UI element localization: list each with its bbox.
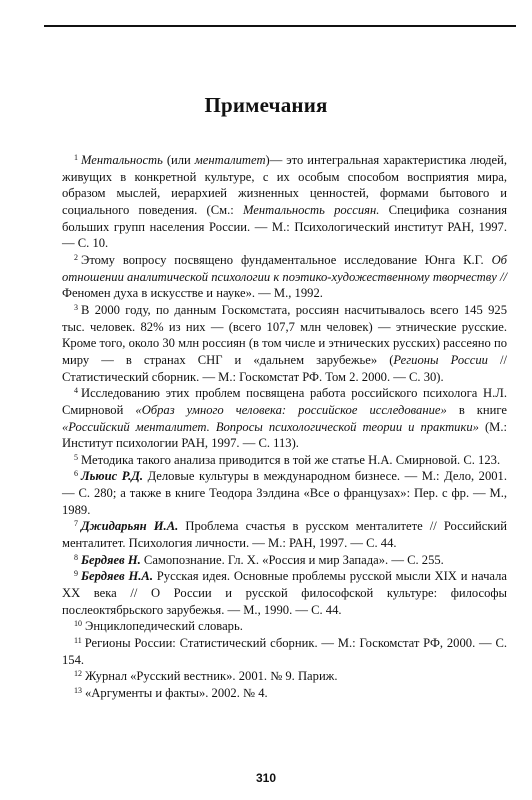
footnote-text: (или xyxy=(162,153,195,167)
footnote-number: 4 xyxy=(74,386,78,396)
footnote-text: Проблема счастья в русском менталитете // Российский менталитет. Психология личности. — М.: РАН, 1997. — С. 44. xyxy=(62,519,507,551)
footnote-emphasis: Ментальность xyxy=(81,153,163,167)
footnote-text: Самопознание. Гл. X. «Россия и мир Запада». — С. 255. xyxy=(140,552,444,567)
footnote-10 xyxy=(62,618,507,635)
footnote-emphasis: Бердяев Н.А. xyxy=(81,569,153,584)
footnote-8 xyxy=(62,552,507,569)
page-title: Примечания xyxy=(204,93,328,117)
footnote-number: 2 xyxy=(74,252,78,262)
footnote-text: Энциклопедический словарь. xyxy=(85,619,243,634)
footnote-text: Деловые культуры в международном бизнесе. — М.: Дело, 2001. — С. 280; а также в книге Теодора Зэлдина «Все о французах»: Пер. с фр. — М., 1989. xyxy=(62,469,507,517)
footnote-text: «Аргументы и факты». 2002. № 4. xyxy=(85,686,268,700)
footnote-emphasis: Бердяев Н. xyxy=(81,552,141,567)
footnote-number: 5 xyxy=(74,452,78,462)
footnote-text: Исследованию этих проблем посвящена работа российского психолога Н.Л. Смирновой xyxy=(62,386,507,417)
footnote-text: Журнал «Русский вестник». 2001. № 9. Париж. xyxy=(85,669,338,684)
footnote-9 xyxy=(62,568,507,618)
footnote-text: Феномен духа в искусстве и науке». — М., 1992. xyxy=(62,286,323,301)
footnote-number: 12 xyxy=(74,669,82,679)
footnote-text: )— это интегральная характеристика людей, живущих в конкретной культуре, с их особым способом восприятия мира, образом мыслей, иерархией жизненных ценностей, формами бытового и социального поведения. (См.: xyxy=(62,153,507,217)
page-number: 310 xyxy=(255,771,277,785)
footnote-13 xyxy=(62,685,507,702)
footnote-2 xyxy=(62,252,507,302)
footnote-number: 13 xyxy=(74,686,82,695)
footnote-6 xyxy=(62,468,507,518)
footnote-12 xyxy=(62,668,507,685)
footnote-number: 10 xyxy=(74,619,82,629)
footnote-number: 3 xyxy=(74,302,78,312)
footnote-text: в книге xyxy=(446,402,507,417)
footnote-3 xyxy=(62,302,507,385)
footnote-emphasis: «Российский менталитет. Вопросы психологической теории и практики» xyxy=(62,419,479,434)
footnote-text: (М.: Институт психологии РАН, 1997. — С. 113). xyxy=(62,419,507,451)
footnote-emphasis: Льюис Р.Д. xyxy=(81,469,144,484)
footnote-emphasis: менталитет xyxy=(194,153,266,167)
footnote-text: Русская идея. Основные проблемы русской мысли XIX и начала XX века // О России и русской философской культуре: философы послеоктябрьского зарубежья. — М., 1990. — С. 44. xyxy=(62,569,507,617)
footnote-text: // Статистический сборник. — М.: Госкомстат РФ. Том 2. 2000. — С. 30). xyxy=(62,352,507,384)
footnote-emphasis: «Образ умного человека: российское исследование» xyxy=(135,402,447,417)
footnote-text: Специфика сознания больших групп населения России. — М.: Психологический институт РАН, 1997. — С. 10. xyxy=(62,202,507,251)
footnote-number: 9 xyxy=(74,569,78,579)
footnote-7 xyxy=(62,518,507,551)
footnote-text: Методика такого анализа приводится в той же статье Н.А. Смирновой. С. 123. xyxy=(81,452,501,467)
footnote-number: 8 xyxy=(74,552,78,562)
footnote-text: Регионы России: Статистический сборник. — М.: Госкомстат РФ, 2000. — С. 154. xyxy=(62,636,507,667)
notes-list xyxy=(62,152,507,702)
footnote-text: Этому вопросу посвящено фундаментальное исследование Юнга К.Г. xyxy=(81,252,492,267)
footnote-emphasis: Джидарьян И.А. xyxy=(81,519,179,534)
footnote-emphasis: Ментальность россиян. xyxy=(242,202,380,217)
footnote-emphasis: Об отношении аналитической психологии к поэтико-художественному творчеству // xyxy=(62,252,507,284)
footnote-number: 7 xyxy=(74,519,78,529)
footnote-4 xyxy=(62,385,507,452)
footnote-text: В 2000 году, по данным Госкомстата, россиян насчитывалось всего 145 925 тыс. человек. 82% из них — (всего 107,7 млн человек) — этнические русские. Кроме того, около 30 млн россиян (в том числе и этнических русских) рассеяно по миру — в странах СНГ и «дальнем зарубежье» ( xyxy=(62,302,507,367)
footnote-5 xyxy=(62,452,507,469)
footnote-number: 6 xyxy=(74,469,78,479)
footnote-number: 11 xyxy=(74,636,82,646)
top-rule xyxy=(44,25,516,27)
footnote-11 xyxy=(62,635,507,668)
footnote-1 xyxy=(62,152,507,252)
footnote-number: 1 xyxy=(74,153,78,162)
footnote-emphasis: Регионы России xyxy=(393,352,488,367)
